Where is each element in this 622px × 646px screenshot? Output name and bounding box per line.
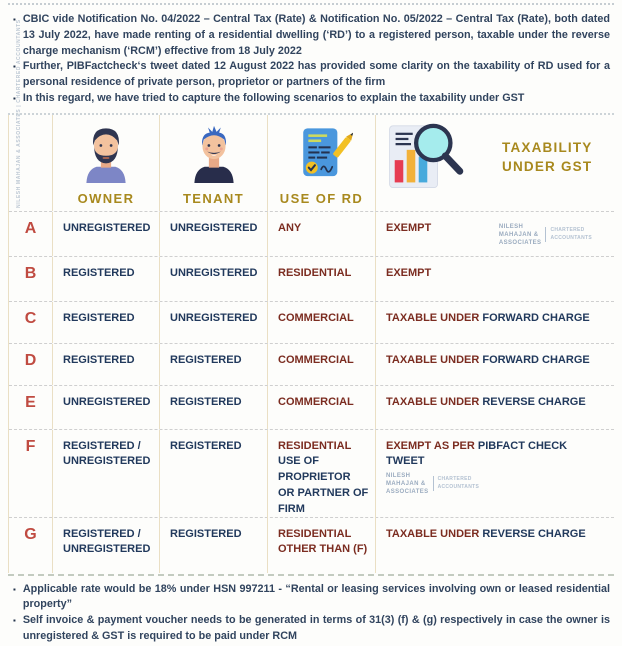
owner-header [53,115,160,211]
use-cell: COMMERCIAL [268,302,376,343]
bullet-icon: ▪ [13,93,16,103]
note-text: CBIC vide Notification No. 04/2022 – Central Tax (Rate) & Notification No. 05/2022 – Central Tax (Rate), both dated 13 July 2022, have made renting of a residential dwelling (‘RD’) to a registered person, taxable under the reverse charge mechanism (‘RCM’) effective from 18 July 2022 [22,13,610,57]
note-text: Self invoice & payment voucher needs to be generated in terms of 31(3) (f) & (g) respectively in case the owner is unregistered & GST is required to be paid under RCM [22,614,610,642]
use-of-rd-header [268,115,376,211]
table-row [9,256,614,301]
tenant-cell: REGISTERED [160,344,268,385]
table-row [9,517,614,573]
use-cell: RESIDENTIAL [268,257,376,301]
tenant-cell: REGISTERED [160,518,268,573]
tenant-cell: REGISTERED [160,430,268,519]
table-row [9,343,614,385]
owner-cell: REGISTERED / UNREGISTERED [53,518,160,573]
owner-header-label: OWNER [77,190,135,206]
bullet-icon: ▪ [13,62,16,72]
row-letter: C [9,302,53,343]
use-cell: RESIDENTIAL USE OF PROPRIETOR OR PARTNER OF FIRM [268,430,376,519]
taxability-header-label [502,139,593,175]
table-row [9,301,614,343]
tenant-avatar-icon [184,125,244,188]
table-row [9,211,614,256]
owner-avatar-icon [76,125,136,188]
owner-cell: REGISTERED [53,257,160,301]
table-row [9,429,614,517]
note-item [13,91,610,107]
owner-cell: REGISTERED [53,344,160,385]
taxability-cell: TAXABLE UNDER REVERSE CHARGE [386,527,586,540]
contract-pen-icon [291,125,353,188]
chart-magnifier-icon [386,119,472,196]
taxability-cell: TAXABLE UNDER FORWARD CHARGE [386,353,590,366]
row-letter: B [9,257,53,301]
note-text: In this regard, we have tried to capture the following scenarios to explain the taxability under GST [22,91,525,104]
footer-notes [0,576,622,646]
taxability-label-line1: TAXABILITY [502,140,593,156]
use-cell: COMMERCIAL [268,386,376,429]
note-item [13,582,610,614]
tenant-cell: REGISTERED [160,386,268,429]
note-item [13,59,610,91]
use-of-rd-header-label: USE OF RD [279,190,364,206]
tenant-cell: UNREGISTERED [160,257,268,301]
firm-watermark: NILESH MAHAJAN & ASSOCIATES CHARTERED ACCOUNTANTS [498,223,592,246]
tenant-cell: UNREGISTERED [160,212,268,256]
taxability-cell: EXEMPT NILESH MAHAJAN & ASSOCIATES CHARTERED ACCOUNTANTS [386,221,592,246]
row-letter: A [9,212,53,256]
row-letter: G [9,518,53,573]
taxability-cell: EXEMPT [386,266,432,279]
intro-notes [0,5,622,111]
taxability-cell: EXEMPT AS PER PIBFACT CHECK TWEET NILESH MAHAJAN & ASSOCIATES CHARTERED ACCOUNTANTS [386,439,568,495]
owner-cell: UNREGISTERED [53,386,160,429]
table-row [9,385,614,429]
use-cell: ANY [268,212,376,256]
tenant-header-label: TENANT [182,190,245,206]
note-text: Applicable rate would be 18% under HSN 997211 - “Rental or leasing services involving own or leased residential property” [22,582,610,611]
owner-cell: UNREGISTERED [53,212,160,256]
table-header-row [9,115,614,211]
taxability-label-line2: UNDER GST [502,158,593,174]
owner-cell: REGISTERED / UNREGISTERED [53,430,160,519]
row-letter: F [9,430,53,519]
use-cell: RESIDENTIAL OTHER THAN (F) [268,518,376,573]
firm-watermark-vertical: NILESH MAHAJAN & ASSOCIATES | CHARTERED ACCOUNTANTS [16,19,22,208]
taxability-cell: TAXABLE UNDER REVERSE CHARGE [386,395,586,408]
firm-watermark: NILESH MAHAJAN & ASSOCIATES CHARTERED ACCOUNTANTS [386,472,480,495]
taxability-cell: TAXABLE UNDER FORWARD CHARGE [386,311,590,324]
taxability-header [376,115,614,211]
tenant-header [160,115,268,211]
note-item [13,613,610,645]
bullet-icon: ▪ [13,584,16,594]
row-letter: E [9,386,53,429]
scenario-table [8,115,614,573]
tenant-cell: UNREGISTERED [160,302,268,343]
row-letter: D [9,344,53,385]
owner-cell: REGISTERED [53,302,160,343]
use-cell: COMMERCIAL [268,344,376,385]
bullet-icon: ▪ [13,15,16,24]
note-item [13,12,610,59]
bullet-icon: ▪ [13,616,16,625]
note-text: Further, PIBFactcheck‘s tweet dated 12 August 2022 has provided some clarity on the taxability of RD used for a personal residence of private person, proprietor or partners of the firm [22,60,610,88]
